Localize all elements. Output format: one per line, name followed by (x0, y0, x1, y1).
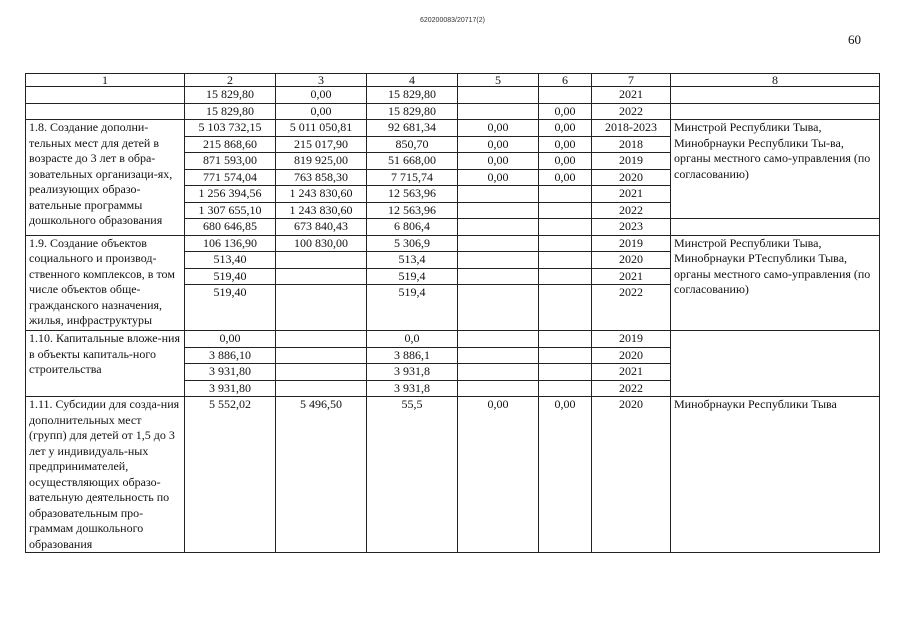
table-cell (458, 331, 539, 348)
table-row (26, 397, 880, 553)
table-cell: 0,00 (539, 103, 592, 120)
table-cell: 3 886,10 (185, 347, 276, 364)
table-cell (539, 186, 592, 203)
table-cell (539, 87, 592, 104)
table-cell (276, 285, 367, 331)
table-row (26, 87, 880, 104)
table-cell: 106 136,90 (185, 235, 276, 252)
table-cell: 2019 (592, 331, 671, 348)
table-row (26, 120, 880, 137)
responsible-executor (671, 219, 880, 236)
table-cell (458, 186, 539, 203)
table-cell (539, 268, 592, 285)
table-cell: 2022 (592, 380, 671, 397)
table-cell: 15 829,80 (185, 103, 276, 120)
table-cell: 0,00 (458, 169, 539, 186)
table-cell: 5 306,9 (367, 235, 458, 252)
table-cell (276, 331, 367, 348)
table-cell: 3 886,1 (367, 347, 458, 364)
table-cell: 680 646,85 (185, 219, 276, 236)
table-cell: 92 681,34 (367, 120, 458, 137)
table-cell (458, 380, 539, 397)
responsible-executor: Минстрой Республики Тыва, Минобрнауки РТеспублики Тыва, органы местного само-управления (по согласованию) (671, 235, 880, 331)
table-cell: 0,00 (539, 397, 592, 553)
table-cell: 0,00 (458, 397, 539, 553)
table-cell: 3 931,80 (185, 364, 276, 381)
table-cell (458, 285, 539, 331)
table-cell: 2021 (592, 186, 671, 203)
table-cell: 1 307 655,10 (185, 202, 276, 219)
table-cell: 5 103 732,15 (185, 120, 276, 137)
table-cell: 51 668,00 (367, 153, 458, 170)
table-cell: 5 552,02 (185, 397, 276, 553)
column-header: 5 (458, 74, 539, 87)
table-cell (539, 219, 592, 236)
table-cell: 12 563,96 (367, 202, 458, 219)
table-cell: 519,4 (367, 285, 458, 331)
table-cell (671, 87, 880, 104)
table-cell: 2022 (592, 103, 671, 120)
table-cell (458, 235, 539, 252)
table-cell: 0,00 (185, 331, 276, 348)
page-number: 60 (848, 32, 861, 47)
table-cell (539, 202, 592, 219)
responsible-executor: Минстрой Республики Тыва, Минобрнауки Республики Ты-ва, органы местного само-управления (по согласованию) (671, 120, 880, 219)
table-cell: 519,40 (185, 285, 276, 331)
table-cell (26, 103, 185, 120)
table-cell (276, 380, 367, 397)
table-cell (539, 380, 592, 397)
table-cell: 2019 (592, 235, 671, 252)
table-cell: 2021 (592, 364, 671, 381)
header-row (26, 74, 880, 87)
table-cell: 215 017,90 (276, 136, 367, 153)
table-cell: 2022 (592, 285, 671, 331)
section-description: 1.9. Создание объектов социального и производ-ственного комплексов, в том числе объектов обще-гражданского назначения, жилья, инфраструктуры (26, 235, 185, 331)
table-cell: 3 931,8 (367, 380, 458, 397)
table-cell: 519,40 (185, 268, 276, 285)
table-cell: 0,0 (367, 331, 458, 348)
table-cell (539, 364, 592, 381)
table-cell (458, 252, 539, 269)
table-cell (458, 87, 539, 104)
table-cell (276, 347, 367, 364)
section-description: 1.11. Субсидии для созда-ния дополнительных мест (групп) для детей от 1,5 до 3 лет у индивидуаль-ных предпринимателей, осуществляющих образо-вательную деятельность по образовательным про-граммам дошкольного образования (26, 397, 185, 553)
column-header: 1 (26, 74, 185, 87)
section-description: 1.10. Капитальные вложе-ния в объекты капиталь-ного строительства (26, 331, 185, 397)
table-cell: 0,00 (539, 153, 592, 170)
table-cell (458, 347, 539, 364)
column-header: 3 (276, 74, 367, 87)
table-cell: 771 574,04 (185, 169, 276, 186)
table-cell: 2021 (592, 268, 671, 285)
table-cell: 2022 (592, 202, 671, 219)
table-cell: 0,00 (276, 103, 367, 120)
table-cell: 763 858,30 (276, 169, 367, 186)
table-row (26, 103, 880, 120)
table-cell: 0,00 (539, 136, 592, 153)
table-cell (458, 364, 539, 381)
table-cell: 850,70 (367, 136, 458, 153)
table-cell: 2018 (592, 136, 671, 153)
table-cell: 15 829,80 (185, 87, 276, 104)
table-cell: 0,00 (458, 120, 539, 137)
table-cell (458, 219, 539, 236)
table-cell: 0,00 (276, 87, 367, 104)
table-cell: 100 830,00 (276, 235, 367, 252)
table-cell (276, 268, 367, 285)
table-cell: 5 496,50 (276, 397, 367, 553)
table-cell: 513,40 (185, 252, 276, 269)
table-cell (671, 103, 880, 120)
table-cell: 7 715,74 (367, 169, 458, 186)
responsible-executor: Минобрнауки Республики Тыва (671, 397, 880, 553)
table-cell: 0,00 (539, 120, 592, 137)
table-cell (539, 252, 592, 269)
table-cell: 0,00 (539, 169, 592, 186)
table-cell: 1 256 394,56 (185, 186, 276, 203)
table-cell: 2020 (592, 397, 671, 553)
table-cell: 0,00 (458, 136, 539, 153)
table-cell: 15 829,80 (367, 87, 458, 104)
table-cell: 2023 (592, 219, 671, 236)
column-header: 8 (671, 74, 880, 87)
table-cell: 1 243 830,60 (276, 202, 367, 219)
table-cell (26, 87, 185, 104)
program-table (25, 73, 880, 553)
table-cell: 513,4 (367, 252, 458, 269)
table-cell (539, 285, 592, 331)
column-header: 7 (592, 74, 671, 87)
table-cell: 2021 (592, 87, 671, 104)
table-cell (458, 202, 539, 219)
responsible-executor (671, 331, 880, 397)
table-cell: 2020 (592, 169, 671, 186)
table-cell: 819 925,00 (276, 153, 367, 170)
column-header: 6 (539, 74, 592, 87)
table-cell: 6 806,4 (367, 219, 458, 236)
table-cell: 0,00 (458, 153, 539, 170)
table-cell: 12 563,96 (367, 186, 458, 203)
table-cell (458, 103, 539, 120)
section-description: 1.8. Создание дополни-тельных мест для детей в возрасте до 3 лет в обра-зовательных организаци-ях, реализующих образо-вательные программы дошкольного образования (26, 120, 185, 236)
table-cell: 215 868,60 (185, 136, 276, 153)
table-cell: 3 931,80 (185, 380, 276, 397)
table-cell: 871 593,00 (185, 153, 276, 170)
table-cell: 2019 (592, 153, 671, 170)
document-code: 620200083/20717(2) (419, 17, 485, 24)
column-header: 2 (185, 74, 276, 87)
table-cell (276, 252, 367, 269)
table-row (26, 235, 880, 252)
column-header: 4 (367, 74, 458, 87)
table-cell (539, 347, 592, 364)
table-cell (458, 268, 539, 285)
table-row (26, 331, 880, 348)
table-cell: 2020 (592, 252, 671, 269)
table-cell (539, 235, 592, 252)
table-cell (276, 364, 367, 381)
table-cell: 3 931,8 (367, 364, 458, 381)
table-cell: 673 840,43 (276, 219, 367, 236)
table-cell: 519,4 (367, 268, 458, 285)
table-cell: 5 011 050,81 (276, 120, 367, 137)
table-cell: 2020 (592, 347, 671, 364)
table-cell: 1 243 830,60 (276, 186, 367, 203)
table-cell: 55,5 (367, 397, 458, 553)
table-cell (539, 331, 592, 348)
table-cell: 15 829,80 (367, 103, 458, 120)
table-cell: 2018-2023 (592, 120, 671, 137)
